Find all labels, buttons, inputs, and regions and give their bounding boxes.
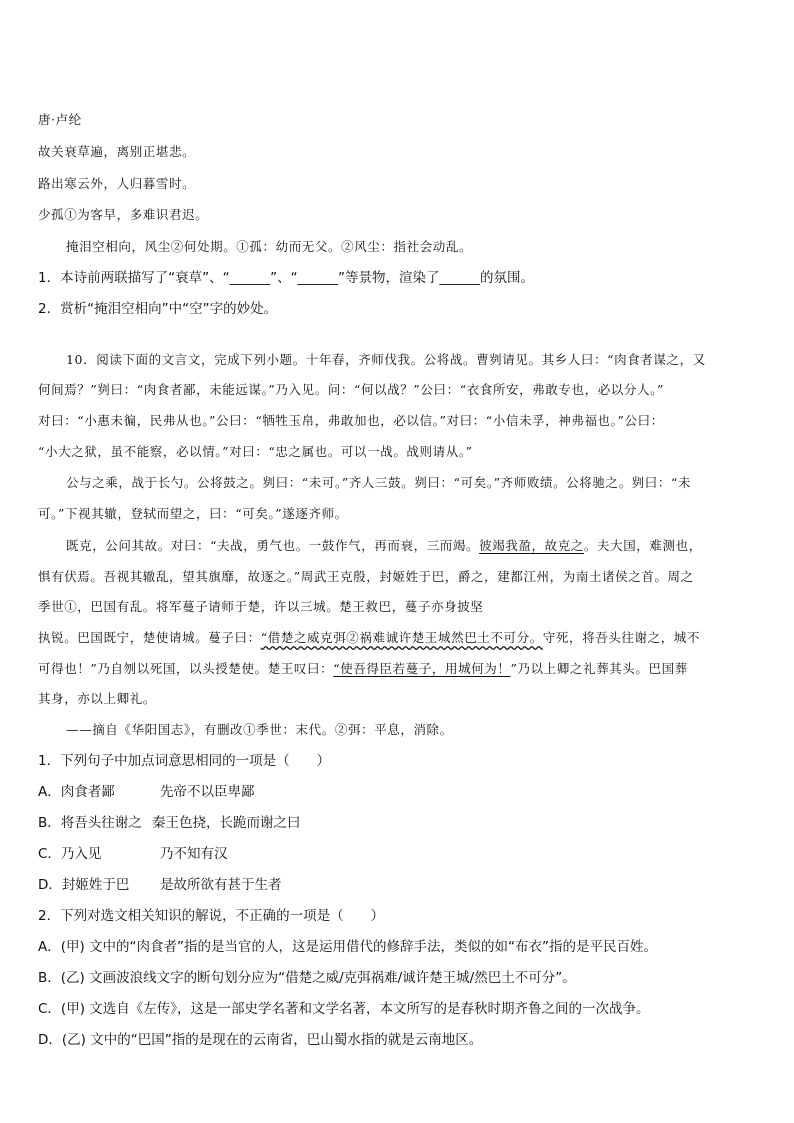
passage-p2-line-1: 公与之乘，战于长勺。公将鼓之。刿曰：“未可。”齐人三鼓。刿曰：“可矣。”齐师败绩。公将驰之。刿曰：“未	[66, 475, 692, 490]
passage-p3-line-6: 其身，亦以上卿礼。	[38, 691, 156, 706]
question-1-option-c	[38, 845, 228, 863]
question-2-option-b: B．(乙) 文画波浪线文字的断句划分应为“借楚之威/克弭祸难/诚许楚王城/然巴土不可分”。	[38, 970, 576, 986]
poem-line-2: 路出寒云外，人归暮雪时。	[38, 176, 196, 191]
question-2-stem: 2．下列对选文相关知识的解说，不正确的一项是（ ）	[38, 908, 385, 924]
passage-text: 可得也！”乃自刎以死国，以头授楚使。楚王叹曰：	[38, 661, 334, 676]
passage-text: 既克，公问其故。对曰：“夫战，勇气也。一鼓作气，再而衰，三而竭。	[66, 538, 480, 553]
passage-text: 执锐。巴国既宁，楚使请城。蔓子曰：	[38, 630, 261, 645]
underlined-sentence: “使吾得臣若蔓子，用城何为！	[333, 661, 511, 676]
option-phrase: B．将吾头往谢之	[38, 815, 142, 831]
question-2-option-d: D．(乙) 文中的“巴国”指的是现在的云南省，巴山蜀水指的就是云南地区。	[38, 1032, 483, 1048]
question-1-option-d	[38, 876, 282, 894]
option-phrase: D．封姬姓于巴	[38, 877, 130, 893]
passage-p3-line-5	[38, 660, 688, 678]
passage-p3-line-4	[38, 629, 700, 647]
option-phrase: C．乃入见	[38, 846, 102, 862]
passage-p3-line-3: 季世①，巴国有乱。将军蔓子请师于楚，许以三城。楚王救巴，蔓子亦身披坚	[38, 599, 484, 614]
wavy-underlined-sentence: “借楚之威克弭②祸难诚许楚王城然巴土不可分。	[260, 630, 543, 645]
passage-p1-line-4: “小大之狱，虽不能察，必以情。”对曰：“忠之属也。可以一战。战则请从。”	[38, 444, 473, 459]
option-phrase: 秦王色挠，长跪而谢之曰	[152, 815, 301, 831]
passage-text: 。夫大国，难测也，	[583, 538, 702, 553]
underlined-sentence: 彼竭我盈，故克之	[479, 538, 584, 553]
option-phrase: A．肉食者鄙	[38, 784, 115, 800]
option-phrase: 是故所欲有甚于生者	[160, 877, 282, 893]
passage-text: 守死，将吾头往谢之，城不	[542, 630, 700, 645]
question-2-option-c: C．(甲) 文选自《左传》，这是一部史学名著和文学名著，本文所写的是春秋时期齐鲁之间的一次战争。	[38, 1001, 650, 1017]
passage-p3-line-1	[66, 537, 702, 555]
question-1-option-a	[38, 783, 255, 801]
passage-source-notes: ——摘自《华阳国志》，有删改①季世：末代。②弭：平息，消除。	[66, 722, 453, 737]
passage-p1-line-3: 对曰：“小惠未徧，民弗从也。”公曰：“牺牲玉帛，弗敢加也，必以信。”对曰：“小信未孚，神弗福也。”公曰：	[38, 413, 664, 428]
poem-line-1: 故关衰草遍，离别正堪悲。	[38, 144, 196, 159]
question-2-option-a: A．(甲) 文中的“肉食者”指的是当官的人，这是运用借代的修辞手法，类似的如“布衣”指的是平民百姓。	[38, 939, 658, 955]
passage-text: ”乃以上卿之礼葬其头。巴国葬	[510, 661, 688, 676]
poem-question-1: 1．本诗前两联描写了“衰草”、“______”、“______”等景物，渲染了______的氛围。	[38, 270, 535, 286]
passage-p3-line-2: 惧有伏焉。吾视其辙乱，望其旗靡，故逐之。”周武王克殷，封姬姓于巴，爵之，建都江州，为南土诸侯之首。周之	[38, 569, 694, 584]
poem-question-2: 2．赏析“掩泪空相向”中“空”字的妙处。	[38, 301, 278, 317]
option-phrase: 先帝不以臣卑鄙	[160, 784, 255, 800]
poem-author: 唐·卢纶	[38, 112, 82, 127]
passage-p2-line-2: 可。”下视其辙，登轼而望之，曰：“可矣。”遂逐齐师。	[38, 506, 348, 521]
passage-p1-line-2: 何间焉？”刿曰：“肉食者鄙，未能远谋。”乃入见。问：“何以战？”公曰：“衣食所安，弗敢专也，必以分人。”	[38, 382, 664, 397]
option-phrase: 乃不知有汉	[160, 846, 228, 862]
poem-line-4-notes: 掩泪空相向，风尘②何处期。①孤：幼而无父。②风尘：指社会动乱。	[66, 239, 473, 254]
question-1-stem: 1．下列句子中加点词意思相同的一项是（ ）	[38, 753, 331, 769]
question-1-option-b	[38, 814, 301, 832]
poem-line-3: 少孤①为客早，多难识君迟。	[38, 207, 209, 222]
passage-p1-line-1: 10．阅读下面的文言文，完成下列小题。十年春，齐师伐我。公将战。曹刿请见。其乡人曰：“肉食者谋之，又	[66, 352, 706, 367]
